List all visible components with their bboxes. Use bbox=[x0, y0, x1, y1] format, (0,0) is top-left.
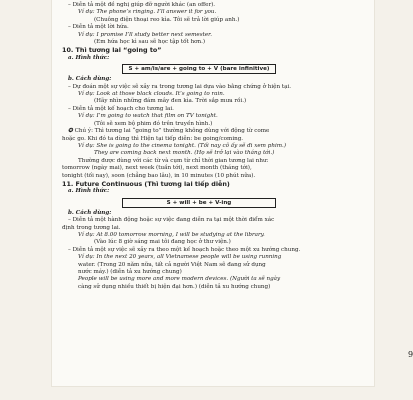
example-line: They are coming back next month. (Họ sẽ trở lại vào tháng tới.) bbox=[94, 150, 275, 157]
formula-box: S + will + be + V-ing bbox=[122, 198, 276, 208]
section-10-heading: 10. Thì tương lai “going to” bbox=[62, 46, 162, 55]
example-line: People will be using more and more modern devices. (Người ta sẽ ngày bbox=[78, 276, 281, 283]
example-line: Ví dụ: She is going to the cinema tonight. (Tối nay cô ấy sẽ đi xem phim.) bbox=[78, 142, 287, 149]
section-11-heading: 11. Future Continuous (Thì tương lai tiếp diễn) bbox=[62, 179, 230, 188]
example-line: Ví dụ: At 8.00 tomorrow morning, I will be studying at the library. bbox=[78, 231, 265, 238]
note-line: tonight (tối nay), soon (chẳng bao lâu), in 10 minutes (10 phút nữa). bbox=[62, 172, 256, 179]
translation-promise: (Em hứa học kì sau sẽ học tập tốt hơn.) bbox=[94, 39, 206, 46]
note-text: Chú ý: Thì tương lai “going to” thường không dùng với động từ come bbox=[74, 128, 270, 135]
translation-line: (Hãy nhìn những đám mây đen kìa. Trời sắp mưa rồi.) bbox=[94, 98, 247, 105]
example-line: Ví dụ: I’m going to watch that film on TV tonight. bbox=[78, 113, 218, 120]
example-line: Ví dụ: Look at those black clouds. It’s going to rain. bbox=[78, 91, 225, 98]
translation-offer: (Chuông điện thoại reo kìa. Tôi sẽ trả lời giúp anh.) bbox=[94, 16, 240, 23]
usage-label: b. Cách dùng: bbox=[68, 76, 112, 83]
note-line bbox=[62, 128, 366, 135]
example-line: càng sử dụng nhiều thiết bị hiện đại hơn.) (diễn tả xu hướng chung) bbox=[78, 283, 271, 290]
usage-line: – Diễn tả một hành động hoặc sự việc đang diễn ra tại một thời điểm xác bbox=[68, 217, 275, 224]
usage-promise: – Diễn tả một lời hứa. bbox=[68, 24, 129, 31]
example-line: water. (Trong 20 năm nữa, tất cả người Việt Nam sẽ đang sử dụng bbox=[78, 261, 266, 268]
translation-line: (Tôi sẽ xem bộ phim đó trên truyền hình.) bbox=[94, 120, 213, 127]
form-label: a. Hình thức: bbox=[68, 188, 110, 195]
page-number: 9 bbox=[408, 350, 413, 359]
usage-line: – Diễn tả một sự việc sẽ xảy ra theo một kế hoạch hoặc theo một xu hướng chung. bbox=[68, 246, 301, 253]
note-label: ✪ bbox=[68, 128, 75, 135]
example-promise: Ví dụ: I promise I’ll study better next semester. bbox=[78, 31, 213, 38]
usage-line: – Diễn tả một kế hoạch cho tương lai. bbox=[68, 105, 174, 112]
note-line: hoặc go. Khi đó ta dùng thì Hiện tại tiếp diễn: be going/coming. bbox=[62, 135, 244, 142]
usage-line: – Dự đoán một sự việc sẽ xảy ra trong tương lai dựa vào bằng chứng ở hiện tại. bbox=[68, 83, 292, 90]
example-line: Ví dụ: In the next 20 years, all Vietnamese people will be using running bbox=[78, 254, 282, 261]
page-content bbox=[62, 2, 366, 291]
book-page bbox=[52, 0, 413, 386]
example-line: nước máy.) (diễn tả xu hướng chung) bbox=[78, 269, 182, 275]
usage-line: định trong tương lai. bbox=[62, 224, 121, 231]
formula-box: S + am/is/are + going to + V (bare infinitive) bbox=[122, 64, 276, 74]
note-line: tomorrow (ngày mai), next week (tuần tới), next month (tháng tới), bbox=[62, 165, 252, 172]
note-line: Thường được dùng với các từ và cụm từ chỉ thời gian tương lai như: bbox=[78, 157, 269, 164]
example-offer: Ví dụ: The phone’s ringing. I’ll answer it for you. bbox=[78, 9, 217, 16]
usage-label: b. Cách dùng: bbox=[68, 209, 112, 216]
usage-offer: – Diễn tả một đề nghị giúp đỡ người khác (an offer). bbox=[68, 2, 216, 8]
translation-line: (Vào lúc 8 giờ sáng mai tôi đang học ở thư viện.) bbox=[94, 239, 231, 246]
form-label: a. Hình thức: bbox=[68, 54, 110, 61]
